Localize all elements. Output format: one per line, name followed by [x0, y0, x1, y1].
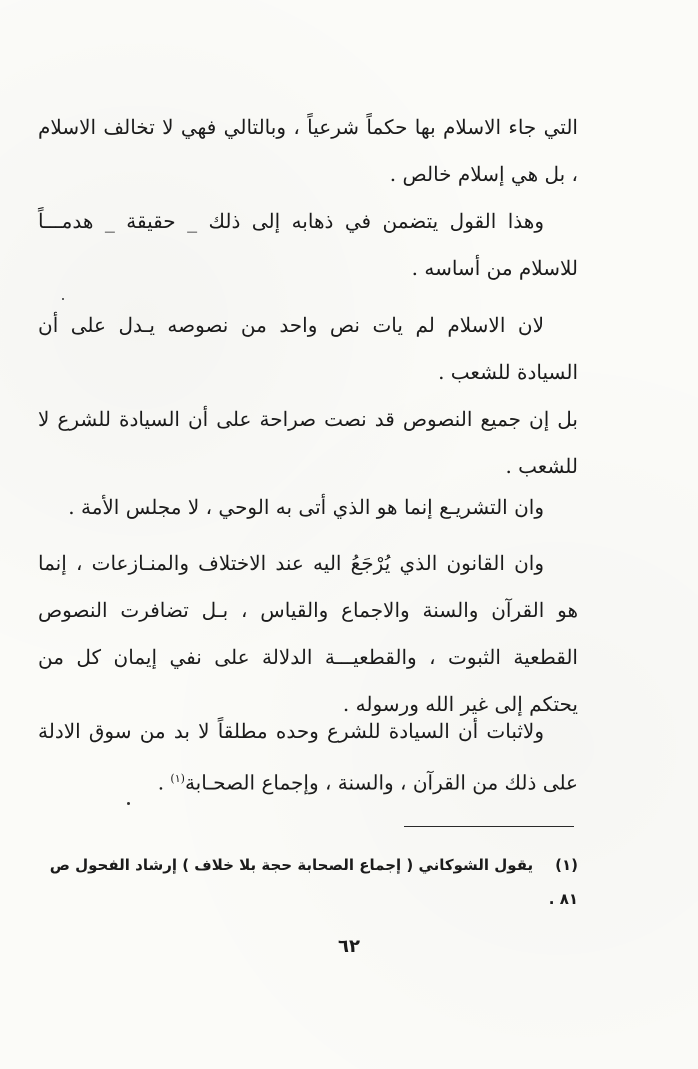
scan-speck	[127, 802, 130, 805]
paragraph-3: لان الاسلام لم يات نص واحد من نصوصه يـدل على أن السيادة للشعب .	[38, 313, 578, 384]
scan-speck	[62, 298, 64, 300]
paragraph-2: وهذا القول يتضمن في ذهابه إلى ذلك _ حقيقة _ هدمـــاً للاسلام من أساسه .	[38, 209, 578, 280]
footnote-number: (١)	[555, 856, 578, 874]
page-number: ٦٢	[338, 936, 360, 957]
paragraph-7-text: ولاثبات أن السيادة للشرع وحده مطلقاً لا بد من سوق الادلة على ذلك من القرآن ، والسنة ، وإجماع الصحـابة	[38, 719, 578, 795]
paragraph-4: بل إن جميع النصوص قد نصت صراحة على أن السيادة للشرع لا للشعب .	[38, 407, 578, 478]
footnote-divider	[404, 826, 574, 827]
paragraph-1: التي جاء الاسلام بها حكماً شرعياً ، وبالتالي فهي لا تخالف الاسلام ، بل هي إسلام خالص .	[38, 115, 578, 186]
paragraph-7: ولاثبات أن السيادة للشرع وحده مطلقاً لا بد من سوق الادلة على ذلك من القرآن ، والسنة ، وإجماع الصحـابة$^{(١)}$ .	[38, 719, 578, 795]
paragraph-6: وان القانون الذي يُرْجَعُ اليه عند الاختلاف والمنـازعات ، إنما هو القرآن والسنة والاجماع والقياس ، بـل تضافرت النصوص القطعية الثبوت ، والقطعيـــة الدلالة على نفي إيمان كل من يحتكم إلى غير الله ورسوله .	[38, 551, 578, 716]
footnote-reference: (١)	[170, 772, 185, 785]
footnote-text: يقول الشوكاني ( إجماع الصحابة حجة بلا خلاف ) إرشاد الفحول ص ٨١ .	[49, 856, 578, 908]
paragraph-5: وان التشريـع إنما هو الذي أتى به الوحي ، لا مجلس الأمة .	[68, 495, 544, 519]
footnote	[38, 848, 578, 916]
